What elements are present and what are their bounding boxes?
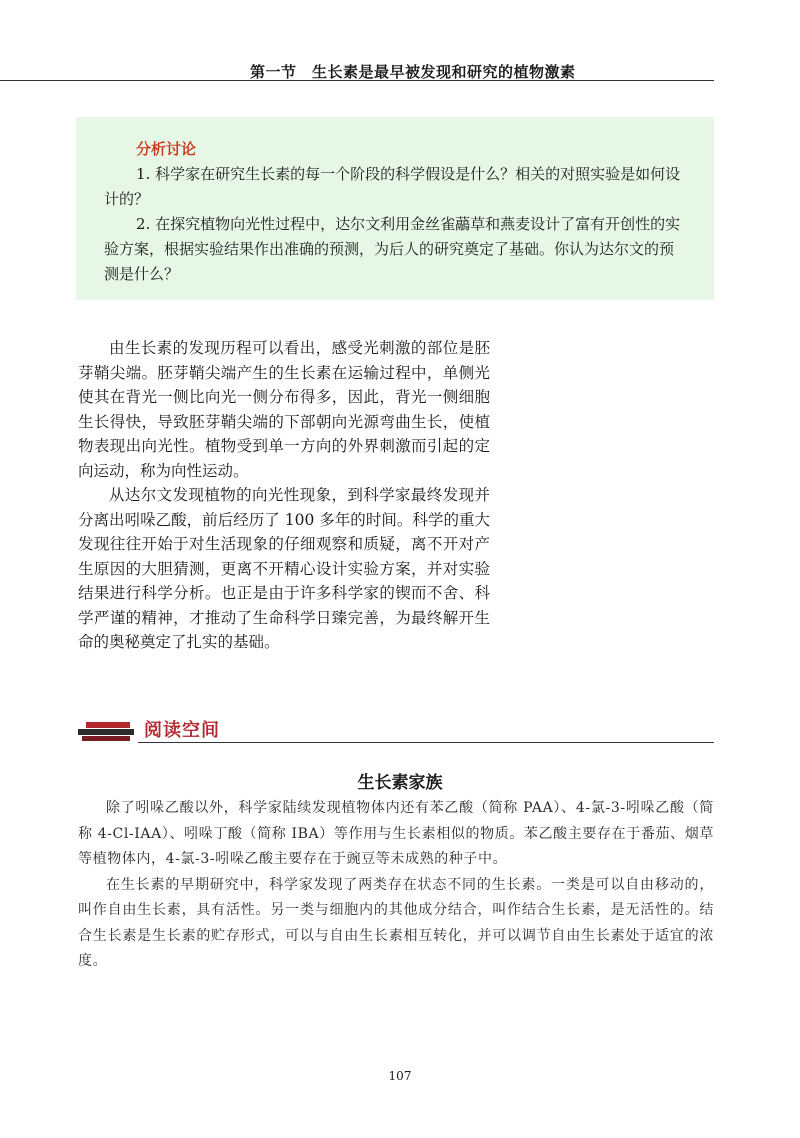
reading-section-label: 阅读空间 (144, 720, 220, 741)
chapter-section-title: 第一节 生长素是最早被发现和研究的植物激素 (250, 63, 576, 81)
article-text (78, 796, 714, 975)
article-paragraph-2: 在生长素的早期研究中，科学家发现了两类存在状态不同的生长素。一类是可以自由移动的，叫作自由生长素，具有活性。另一类与细胞内的其他成分结合，叫作结合生长素，是无活性的。结合生长素是生长素的贮存形式，可以与自由生长素相互转化，并可以调节自由生长素处于适宜的浓度。 (78, 876, 714, 969)
body-text (78, 336, 490, 655)
body-paragraph-2: 从达尔文发现植物的向光性现象，到科学家最终发现并分离出吲哚乙酸，前后经历了 100 多年的时间。科学的重大发现往往开始于对生活现象的仔细观察和质疑，离不开对产生原因的大胆猜测，更离不开精心设计实验方案，并对实验结果进行科学分析。也正是由于许多科学家的锲而不舍、科学严谨的精神，才推动了生命科学日臻完善，为最终解开生命的奥秘奠定了扎实的基础。 (78, 486, 490, 651)
books-icon (78, 720, 136, 742)
discussion-box (76, 117, 714, 300)
reading-section-header (78, 716, 714, 744)
discussion-question-1: 1. 科学家在研究生长素的每一个阶段的科学假设是什么？相关的对照实验是如何设计的？ (104, 165, 681, 208)
discussion-question-2: 2. 在探究植物向光性过程中，达尔文利用金丝雀虉草和燕麦设计了富有开创性的实验方案，根据实验结果作出准确的预测，为后人的研究奠定了基础。你认为达尔文的预测是什么？ (104, 215, 681, 283)
body-paragraph-1: 由生长素的发现历程可以看出，感受光刺激的部位是胚芽鞘尖端。胚芽鞘尖端产生的生长素在运输过程中，单侧光使其在背光一侧比向光一侧分布得多，因此，背光一侧细胞生长得快，导致胚芽鞘尖端的下部朝向光源弯曲生长，使植物表现出向光性。植物受到单一方向的外界刺激而引起的定向运动，称为向性运动。 (78, 339, 490, 480)
reading-section-rule (138, 742, 714, 743)
discussion-title: 分析讨论 (136, 140, 197, 158)
header-rule (0, 80, 714, 81)
running-header (0, 0, 800, 82)
article-paragraph-1: 除了吲哚乙酸以外，科学家陆续发现植物体内还有苯乙酸（简称 PAA）、4-氯-3-吲哚乙酸（简称 4-Cl-IAA）、吲哚丁酸（简称 IBA）等作用与生长素相似的物质。苯乙酸主要存在于番茄、烟草等植物体内，4-氯-3-吲哚乙酸主要存在于豌豆等未成熟的种子中。 (78, 800, 714, 867)
page-number: 107 (388, 1069, 412, 1083)
article-title: 生长素家族 (357, 773, 443, 793)
